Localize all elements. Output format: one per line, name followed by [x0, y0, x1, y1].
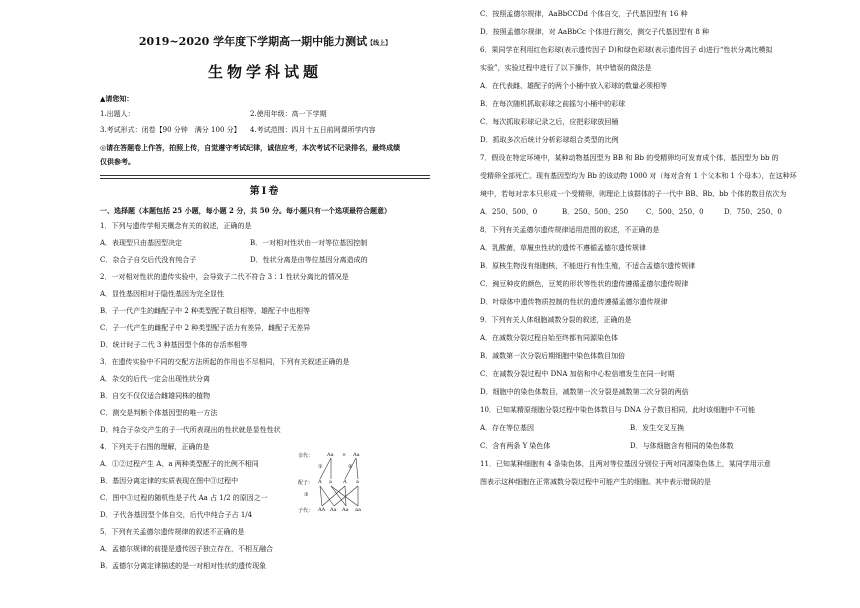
- exam-title: [100, 37, 430, 48]
- offspring-4: aa: [355, 507, 361, 513]
- genetics-cross-diagram: [298, 452, 368, 516]
- offspring-label: 子代：: [298, 508, 314, 514]
- step-2-marker: ②: [348, 464, 353, 470]
- question-8-option-b: B．原核生物没有细胞核，不能进行有性生殖，不适合孟德尔遗传规律: [480, 262, 696, 270]
- question-1-option-a: A．表现型只由基因型决定: [100, 239, 183, 247]
- left-column: [100, 0, 430, 608]
- parent-2: Aa: [353, 452, 360, 458]
- question-1-stem: 1．下列与遗传学相关概念有关的叙述，正确的是: [100, 222, 252, 230]
- question-10-stem: 10．已知某精原细胞分裂过程中染色体数目与 DNA 分子数目相同，此时该细胞中不可能: [480, 406, 756, 414]
- question-5-option-a: A．孟德尔规律的前提是遗传因子独立存在，不相互融合: [100, 545, 274, 553]
- question-9-option-a: A．在减数分裂过程自始至终都有同源染色体: [480, 334, 619, 342]
- question-10-option-d: D．与体细胞含有相同的染色体数: [630, 442, 734, 450]
- notice-warning-1: ◎请在答题卷上作答，拍照上传，自觉遵守考试纪律，诚信应考，本次考试不记录排名，最终成绩: [100, 143, 401, 152]
- question-7-option-a: A．250、500、0: [480, 208, 538, 216]
- notice-warning-2: 仅供参考。: [100, 157, 135, 166]
- question-5-option-c: C．按照孟德尔规律，AaBbCCDd 个体自交，子代基因型有 16 种: [480, 10, 688, 18]
- notice-setter: 1.出题人：: [100, 110, 135, 118]
- offspring-3: Aa: [342, 507, 349, 513]
- divider-bottom: [100, 178, 430, 179]
- question-9-stem: 9．下列有关人体细胞减数分裂的叙述，正确的是: [480, 316, 632, 324]
- question-1-option-d: D．性状分离是由等位基因分离造成的: [250, 256, 368, 264]
- gamete-label: 配子：: [298, 480, 314, 486]
- question-10-option-a: A．存在等位基因: [480, 424, 535, 432]
- question-5-option-d: D．按照孟德尔规律，对 AaBbCc 个体进行测交，测交子代基因型有 8 种: [480, 28, 710, 36]
- divider-top: [100, 175, 430, 176]
- gamete-3: A: [343, 479, 347, 485]
- notice-format: 3.考试形式：闭卷【90 分钟 满分 100 分】: [100, 126, 241, 134]
- question-9-option-c: C．在减数分裂过程中 DNA 加倍和中心粒倍增发生在同一时期: [480, 370, 675, 378]
- line-g1-c1: [320, 486, 322, 506]
- parent-1: Aa: [327, 452, 334, 458]
- question-3-option-c: C．测交是判断个体基因型的唯一方法: [100, 409, 218, 417]
- question-7-option-c: C．500、250、0: [646, 208, 704, 216]
- exam-title-tag: 【线上】: [367, 40, 392, 47]
- question-3-stem: 3．在遗传实验中不同的交配方法所起的作用也不尽相同，下列有关叙述正确的是: [100, 358, 350, 366]
- question-10-option-c: C．含有两条 Y 染色体: [480, 442, 551, 450]
- question-9-option-d: D．细胞中的染色体数目，减数第一次分裂是减数第二次分裂的两倍: [480, 388, 689, 396]
- question-8-option-a: A．乳酸菌，草履虫性状的遗传不遵循孟德尔遗传规律: [480, 244, 647, 252]
- question-7-option-d: D．750、250、0: [724, 208, 782, 216]
- question-3-option-a: A．杂交的后代一定会出现性状分离: [100, 375, 211, 383]
- question-5-stem: 5．下列有关孟德尔遗传规律的叙述不正确的是: [100, 528, 245, 536]
- step-1-marker: ①: [318, 464, 323, 470]
- question-8-stem: 8．下列有关孟德尔遗传规律适用范围的叙述，不正确的是: [480, 226, 660, 234]
- notice-scope: 4.考试范围：四月十五日前网课所学内容: [250, 126, 376, 134]
- question-3-option-b: B．自交不仅仅适合雌雄同株的植物: [100, 392, 211, 400]
- question-7-option-b: B．250、500、250: [562, 208, 629, 216]
- step-3-marker: ③: [304, 492, 309, 498]
- question-4-option-b: B．基因分离定律的实质表现在图中③过程中: [100, 477, 239, 485]
- notice-label: ▲请您知：: [100, 94, 134, 103]
- cross-sign: ×: [342, 452, 347, 458]
- question-5-option-b: B．孟德尔分离定律描述的是一对相对性状的遗传现象: [100, 562, 267, 570]
- question-4-stem: 4．下列关于右图的理解，正确的是: [100, 443, 210, 451]
- question-3-option-d: D．纯合子杂交产生的子一代所表现出的性状就是显性性状: [100, 426, 281, 434]
- gamete-1: A: [318, 479, 322, 485]
- section-heading: 一、选择题（本题包括 25 小题，每小题 2 分，共 50 分。每小题只有一个选项最符合题意）: [100, 206, 391, 215]
- question-2-option-c: C．子一代产生的雌配子中 2 种类型配子活力有差异，雌配子无差异: [100, 324, 311, 332]
- question-1-option-c: C．杂合子自交后代没有纯合子: [100, 256, 197, 264]
- question-4-option-c: C．图中③过程的随机性是子代 Aa 占 1/2 的原因之一: [100, 494, 268, 502]
- subject-title: 生物学科试题: [207, 63, 322, 81]
- question-4-option-a: A．①②过程产生 A、a 两种类型配子的比例不相同: [100, 460, 259, 468]
- line-g1-c2: [320, 486, 334, 506]
- gamete-4: a: [356, 479, 359, 485]
- question-6-option-d: D．抓取多次后统计分析彩球组合类型的比例: [480, 136, 619, 144]
- question-7-stem-2: 受精卵全部死亡。现有基因型均为 Bb 的该动物 1000 对（每对含有 1 个父本和 1 个母本），在这种环: [480, 172, 797, 180]
- question-2-option-d: D．统计时子二代 3 种基因型个体的存活率相等: [100, 341, 248, 349]
- notice-grade: 2.使用年级：高一下学期: [250, 110, 327, 118]
- question-8-option-c: C．豌豆种皮的颜色，豆荚的形状等性状的遗传遵循孟德尔遗传规律: [480, 280, 689, 288]
- question-9-option-b: B．减数第一次分裂后期细胞中染色体数目加倍: [480, 352, 626, 360]
- offspring-2: Aa: [330, 507, 337, 513]
- question-8-option-d: D．叶绿体中遗传物质控制的性状的遗传遵循孟德尔遗传规律: [480, 298, 668, 306]
- question-2-option-a: A．显性基因相对于隐性基因为完全显性: [100, 290, 225, 298]
- question-2-stem: 2．一对相对性状的遗传实验中，会导致子二代不符合 3∶1 性状分离比的情况是: [100, 273, 349, 281]
- right-column: [480, 0, 810, 608]
- line-p2-g4: [356, 458, 358, 479]
- question-4-option-d: D．子代各基因型个体自交，后代中纯合子占 1/4: [100, 511, 253, 519]
- question-10-option-b: B．发生交叉互换: [630, 424, 685, 432]
- question-7-stem-1: 7．假设在特定环境中，某种动物基因型为 BB 和 Bb 的受精卵均可发育成个体，基因型为 bb 的: [480, 154, 779, 162]
- question-11-stem-1: 11．已知某种细胞有 4 条染色体，且两对等位基因分别位于两对同源染色体上，某同学用示意: [480, 460, 771, 468]
- question-1-option-b: B．一对相对性状由一对等位基因控制: [250, 239, 368, 247]
- exam-title-text: 2019~2020 学年度下学期高一期中能力测试: [138, 35, 368, 48]
- gamete-2: a: [329, 479, 332, 485]
- question-2-option-b: B．子一代产生的雌配子中 2 种类型配子数目相等，雄配子中也相等: [100, 307, 311, 315]
- offspring-1: AA: [318, 507, 326, 513]
- question-6-stem-1: 6．果同学在利用红色彩球(表示遗传因子 D)和绿色彩球(表示遗传因子 d)进行“性状分离比模拟: [480, 46, 773, 54]
- volume-heading: 第Ⅰ卷: [249, 186, 281, 197]
- question-11-stem-2: 图表示这种细胞在正常减数分裂过程中可能产生的细胞。其中表示错误的是: [480, 478, 711, 486]
- question-6-stem-2: 实验”，实验过程中进行了以下操作，其中错误的做法是: [480, 64, 652, 72]
- parent-label: 亲代：: [298, 453, 314, 459]
- question-6-option-b: B．在每次随机抓取彩球之前摇匀小桶中的彩球: [480, 100, 626, 108]
- question-6-option-a: A．在代表雌、雄配子的两个小桶中放入彩球的数量必须相等: [480, 82, 668, 90]
- question-6-option-c: C．每次抓取彩球记录之后，应把彩球放回桶: [480, 118, 619, 126]
- question-7-stem-3: 境中，若每对亲本只形成一个受精卵，则理论上该群体的子一代中 BB、Bb、bb 个体的数目依次为: [480, 190, 787, 198]
